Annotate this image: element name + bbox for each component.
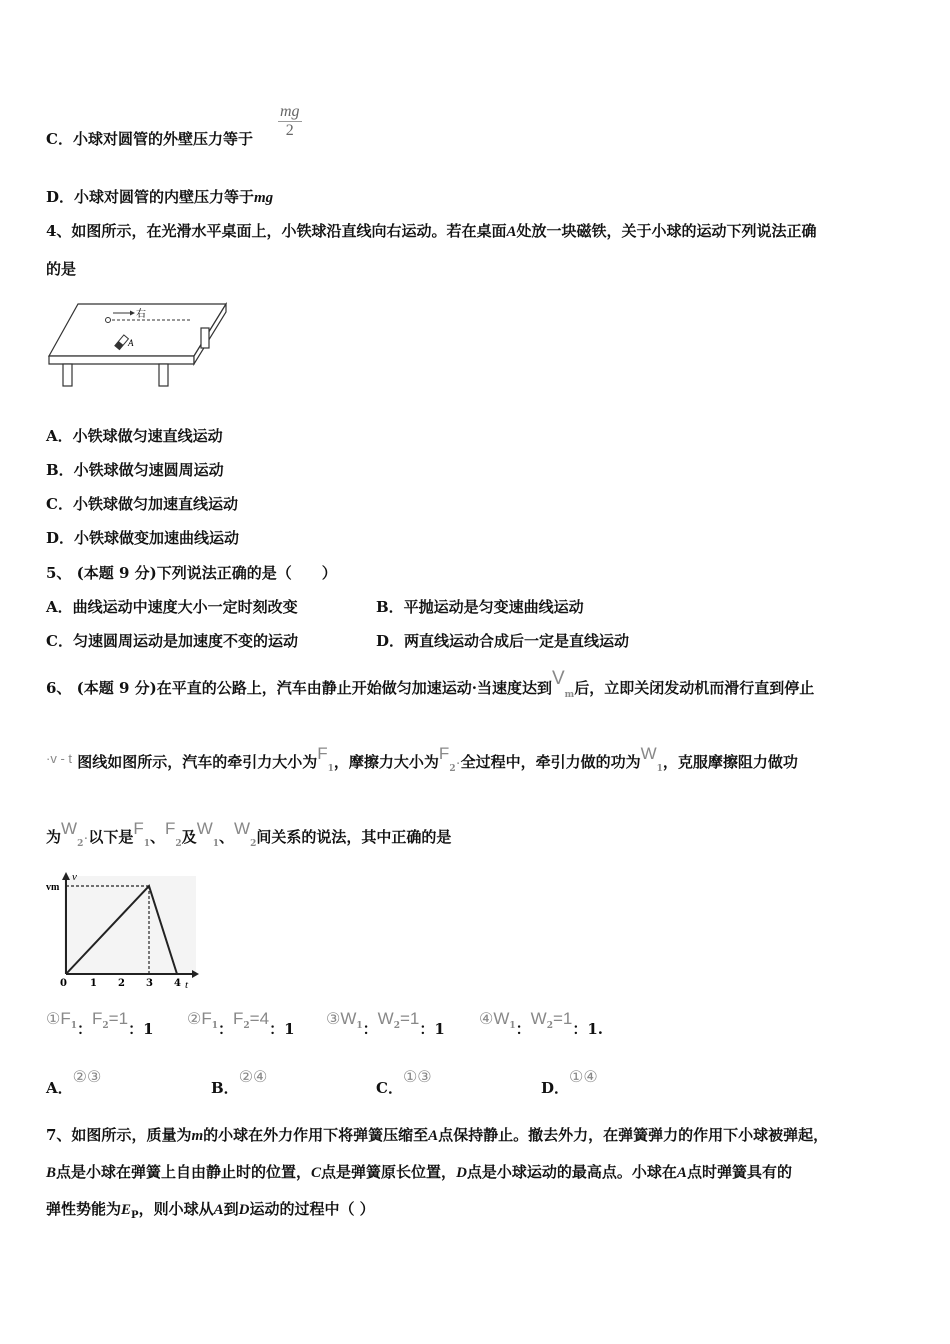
q6-choice-d: D．①④ bbox=[541, 1069, 598, 1097]
q4-stem-line2: 的是 bbox=[46, 260, 77, 278]
label-a: A bbox=[128, 338, 134, 348]
q5-option-a: A．曲线运动中速度大小一定时刻改变 bbox=[46, 598, 298, 616]
q5-stem: 5、 (本题 9 分)下列说法正确的是（ ） bbox=[46, 564, 337, 582]
q5-option-b: B．平抛运动是匀变速曲线运动 bbox=[376, 598, 584, 616]
tick-3: 3 bbox=[146, 978, 153, 989]
q3-option-c: C．小球对圆管的外壁压力等于 bbox=[46, 130, 253, 148]
q6-statement-2: $②F_1$：$F_2=4$：1 bbox=[187, 1009, 295, 1038]
q4-option-a: A．小铁球做匀速直线运动 bbox=[46, 427, 223, 445]
q4-table-figure bbox=[46, 298, 236, 390]
tick-0: 0 bbox=[60, 978, 67, 989]
q4-option-c: C．小铁球做匀加速直线运动 bbox=[46, 495, 238, 513]
label-right: 右 bbox=[136, 309, 146, 320]
q6-statement-1: $①F_1$：$F_2=1$：1 bbox=[46, 1009, 154, 1038]
tick-4: 4 bbox=[174, 978, 181, 989]
q6-statement-4: $④W_1$：$W_2=1$：1. bbox=[479, 1009, 604, 1038]
q6-choice-b: B．②④ bbox=[211, 1069, 268, 1097]
q7-line1: 7、如图所示，质量为m的小球在外力作用下将弹簧压缩至A点保持静止。撤去外力，在弹簧弹力的作用下小球被弹起， bbox=[46, 1126, 829, 1144]
q5-option-c: C．匀速圆周运动是加速度不变的运动 bbox=[46, 632, 298, 650]
q4-option-d: D．小铁球做变加速曲线运动 bbox=[46, 529, 240, 547]
q6-statement-3: $③W_1$：$W_2=1$：1 bbox=[326, 1009, 445, 1038]
q4-stem-line1: 4、如图所示，在光滑水平桌面上，小铁球沿直线向右运动。若在桌面A处放一块磁铁，关于小球的运动下列说法正确 bbox=[46, 222, 817, 240]
vm-label: vm bbox=[46, 882, 60, 893]
tick-2: 2 bbox=[118, 978, 125, 989]
q5-option-d: D．两直线运动合成后一定是直线运动 bbox=[376, 632, 630, 650]
q3-fraction: $\frac{mg}{2}$ bbox=[280, 103, 300, 139]
q7-line2: B点是小球在弹簧上自由静止时的位置，C点是弹簧原长位置，D点是小球运动的最高点。小球在A点时弹簧具有的 bbox=[46, 1163, 792, 1181]
q6-line2: ·v - t 图线如图所示，汽车的牵引力大小为$F_1$，摩擦力大小为$F_2\cdot$全过程中，牵引力做的功为$W_1$，克服摩擦阻力做功 bbox=[46, 744, 798, 774]
x-axis-label: t bbox=[185, 979, 189, 990]
q6-choice-c: C．①③ bbox=[376, 1069, 432, 1097]
q7-line3: 弹性势能为$E_P$，则小球从A到D运动的过程中（ ） bbox=[46, 1200, 375, 1221]
q3-option-d: D．小球对圆管的内壁压力等于mg bbox=[46, 188, 274, 206]
q6-line1: 6、 (本题 9 分)在平直的公路上，汽车由静止开始做匀加速运动·当速度达到$V_m$后，立即关闭发动机而滑行直到停止 bbox=[46, 668, 815, 700]
q6-choice-a: A．②③ bbox=[46, 1069, 102, 1097]
y-axis-label: v bbox=[72, 871, 77, 883]
q6-line3: 为$W_2\cdot$以下是$F_1$、$F_2$及$W_1$、$W_2$间关系的说法，其中正确的是 bbox=[46, 819, 452, 849]
q6-vt-graph bbox=[42, 870, 202, 990]
q4-option-b: B．小铁球做匀速圆周运动 bbox=[46, 461, 224, 479]
iron-ball bbox=[106, 318, 111, 323]
tick-1: 1 bbox=[90, 978, 97, 989]
